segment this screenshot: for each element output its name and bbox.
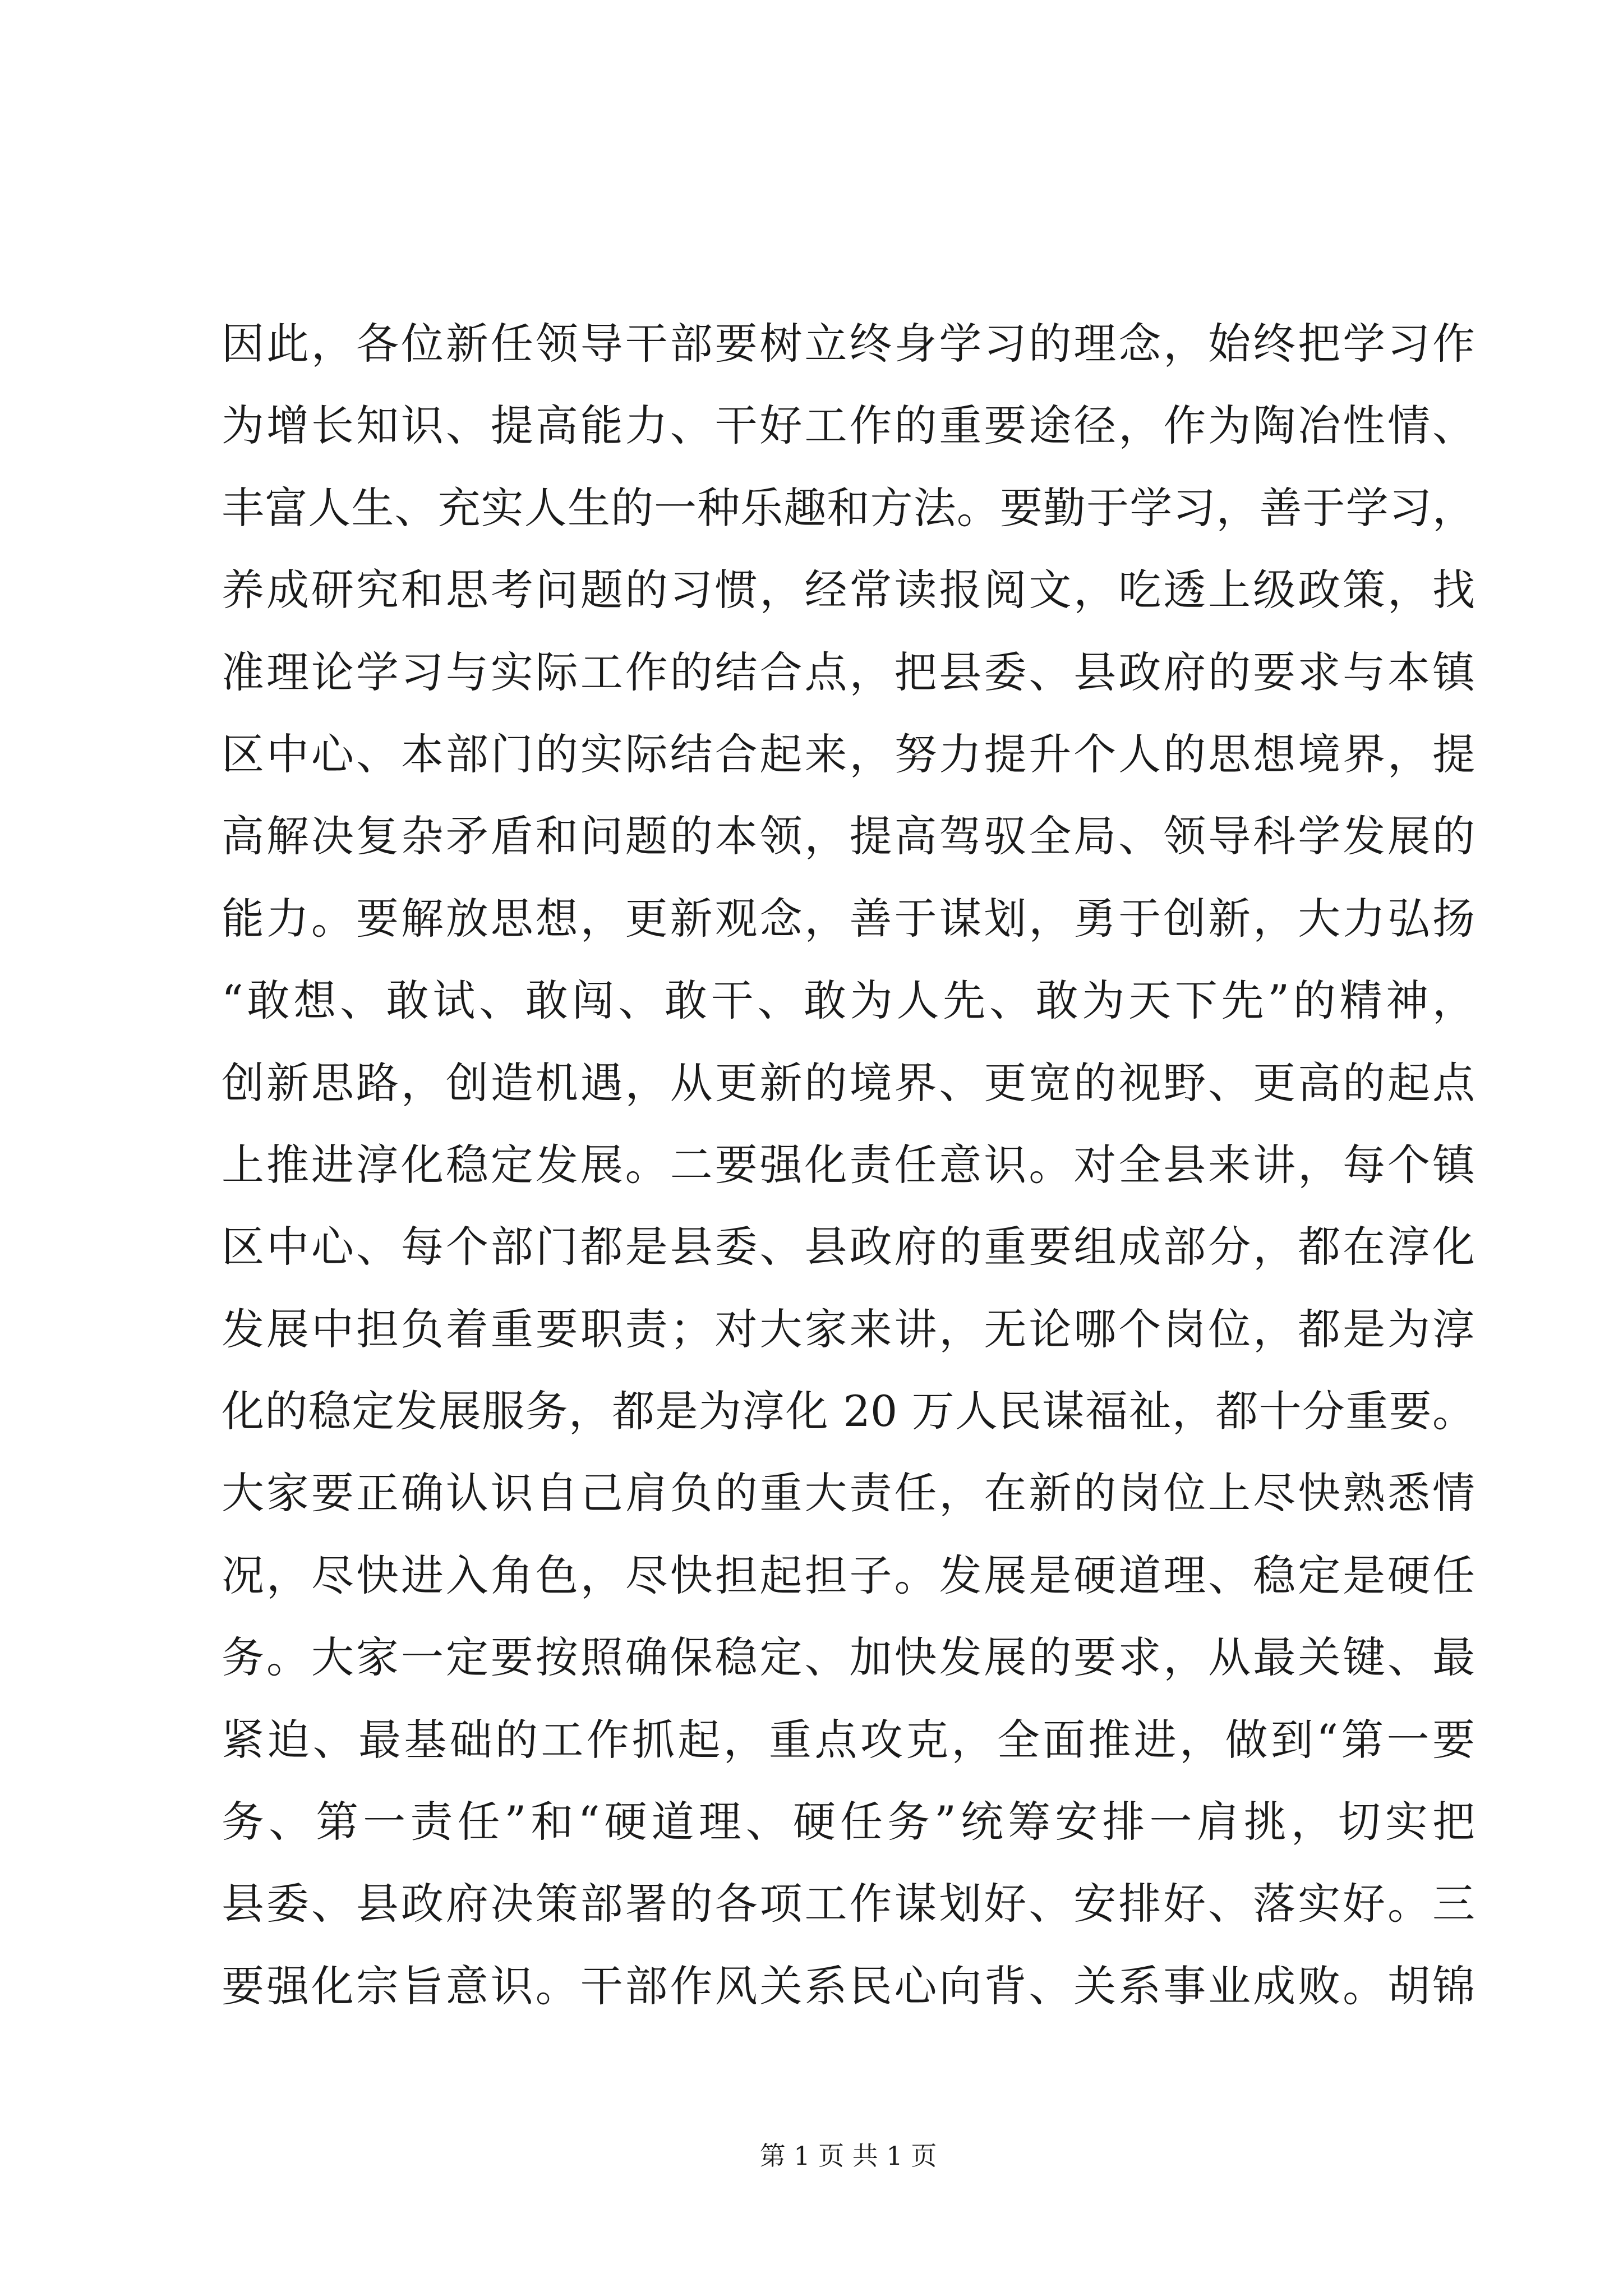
text-line: 发展中担负着重要职责；对大家来讲，无论哪个岗位，都是为淳 xyxy=(222,1304,1475,1354)
text-line: 为增长知识、提高能力、干好工作的重要途径，作为陶冶性情、 xyxy=(222,401,1475,451)
text-line: 能力。要解放思想，更新观念，善于谋划，勇于创新，大力弘扬 xyxy=(222,893,1475,944)
text-line: 况，尽快进入角色，尽快担起担子。发展是硬道理、稳定是硬任 xyxy=(222,1550,1475,1600)
text-line: “敢想、敢试、敢闯、敢干、敢为人先、敢为天下先”的精神， xyxy=(222,976,1475,1026)
text-line: 创新思路，创造机遇，从更新的境界、更宽的视野、更高的起点 xyxy=(222,1057,1475,1108)
text-line: 大家要正确认识自己肩负的重大责任，在新的岗位上尽快熟悉情 xyxy=(222,1468,1475,1519)
text-line: 上推进淳化稳定发展。二要强化责任意识。对全县来讲，每个镇 xyxy=(222,1139,1475,1190)
text-line: 务、第一责任”和“硬道理、硬任务”统筹安排一肩挑，切实把 xyxy=(222,1797,1475,1847)
body-text xyxy=(222,303,1475,2027)
text-line: 区中心、本部门的实际结合起来，努力提升个人的思想境界，提 xyxy=(222,729,1475,779)
text-line: 化的稳定发展服务，都是为淳化 20 万人民谋福祉，都十分重要。 xyxy=(222,1386,1475,1437)
page-number-label: 第 1 页 共 1 页 xyxy=(759,2141,937,2171)
text-line: 因此，各位新任领导干部要树立终身学习的理念，始终把学习作 xyxy=(222,319,1475,369)
text-line: 区中心、每个部门都是县委、县政府的重要组成部分，都在淳化 xyxy=(222,1222,1475,1272)
text-line: 县委、县政府决策部署的各项工作谋划好、安排好、落实好。三 xyxy=(222,1879,1475,1929)
text-line: 紧迫、最基础的工作抓起，重点攻克，全面推进，做到“第一要 xyxy=(222,1714,1475,1765)
page-footer xyxy=(222,2137,1475,2174)
text-line: 养成研究和思考问题的习惯，经常读报阅文，吃透上级政策，找 xyxy=(222,565,1475,615)
text-line: 准理论学习与实际工作的结合点，把县委、县政府的要求与本镇 xyxy=(222,647,1475,697)
text-line: 丰富人生、充实人生的一种乐趣和方法。要勤于学习，善于学习， xyxy=(222,482,1475,533)
text-line: 要强化宗旨意识。干部作风关系民心向背、关系事业成败。胡锦 xyxy=(222,1961,1475,2011)
text-line: 务。大家一定要按照确保稳定、加快发展的要求，从最关键、最 xyxy=(222,1632,1475,1683)
text-line: 高解决复杂矛盾和问题的本领，提高驾驭全局、领导科学发展的 xyxy=(222,811,1475,862)
